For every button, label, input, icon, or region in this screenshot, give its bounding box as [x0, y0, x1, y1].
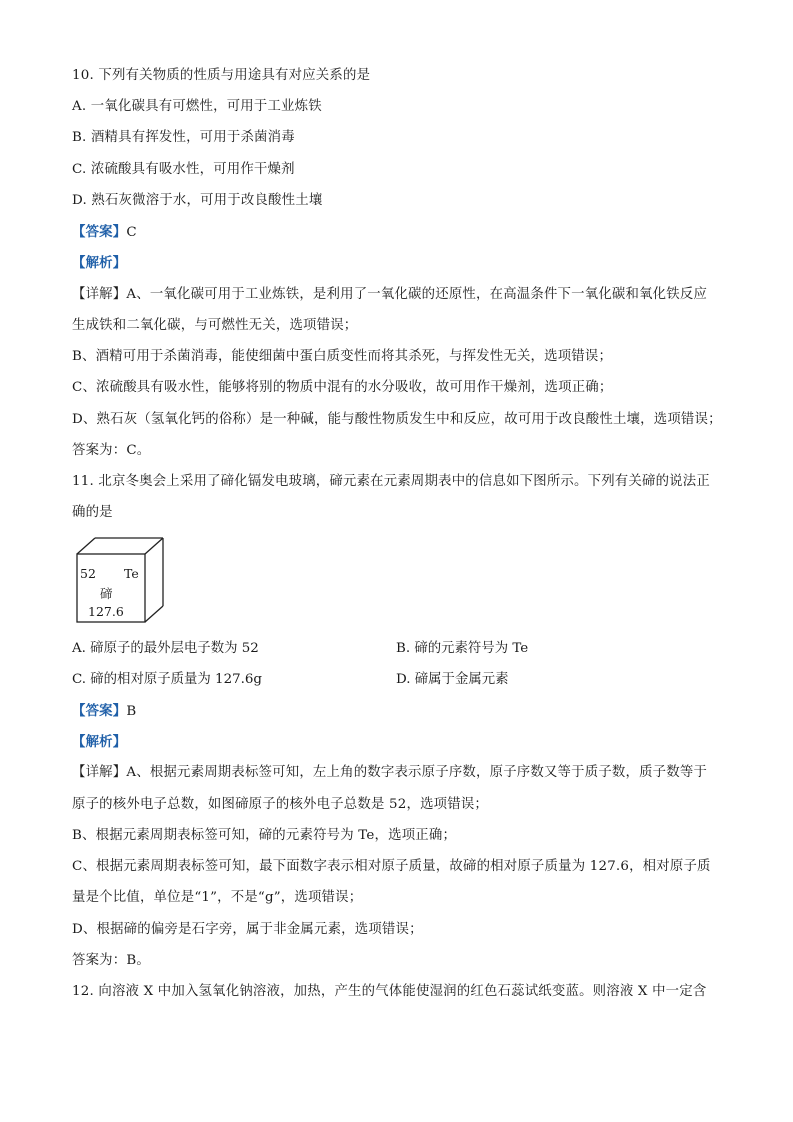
detail-text: A、一氧化碳可用于工业炼铁，是利用了一氧化碳的还原性，在高温条件下一氧化碳和氧化铁反应 [126, 287, 708, 302]
element-atomic-mass: 127.6 [88, 604, 124, 619]
q11-option-d: D. 碲属于金属元素 [396, 672, 509, 687]
q10-analysis-tag: 【解析】 [72, 255, 127, 271]
q10-option-d: D. 熟石灰微溶于水，可用于改良酸性土壤 [72, 193, 323, 208]
q10-option-c: C. 浓硫酸具有吸水性，可用作干燥剂 [72, 162, 295, 177]
q10-detail-line: D、熟石灰（氢氧化钙的俗称）是一种碱，能与酸性物质发生中和反应，故可用于改良酸性土壤，选项错误； [72, 412, 722, 427]
q11-detail-line: D、根据碲的偏旁是石字旁，属于非金属元素，选项错误； [72, 922, 423, 937]
q11-conclusion: 答案为：B。 [72, 953, 150, 968]
q10-conclusion: 答案为：C。 [72, 443, 151, 458]
q11-analysis-tag: 【解析】 [72, 734, 127, 750]
element-card-figure [76, 536, 168, 628]
q11-answer [72, 701, 136, 722]
q11-detail-line: 量是个比值，单位是“1”，不是“g”，选项错误； [72, 890, 363, 905]
q10-detail-line: C、浓硫酸具有吸水性，能够将别的物质中混有的水分吸收，故可用作干燥剂，选项正确； [72, 380, 613, 395]
q10-option-a: A. 一氧化碳具有可燃性，可用于工业炼铁 [72, 99, 322, 114]
element-atomic-number: 52 [80, 566, 96, 581]
element-symbol: Te [124, 566, 139, 581]
answer-tag: 【答案】 [72, 224, 127, 240]
element-name: 碲 [100, 586, 113, 601]
q10-option-b: B. 酒精具有挥发性，可用于杀菌消毒 [72, 130, 295, 145]
q11-detail-line: C、根据元素周期表标签可知，最下面数字表示相对原子质量，故碲的相对原子质量为 127.6，相对原子质 [72, 859, 711, 874]
detail-text: A、根据元素周期表标签可知，左上角的数字表示原子序数，原子序数又等于质子数，质子数等于 [126, 765, 708, 780]
answer-value: C [126, 225, 137, 240]
answer-tag: 【答案】 [72, 703, 127, 719]
q11-option-b: B. 碲的元素符号为 Te [396, 641, 529, 656]
q11-detail-line: 原子的核外电子总数，如图碲原子的核外电子总数是 52，选项错误； [72, 797, 489, 812]
q11-detail-line [72, 763, 707, 783]
q11-stem-line2: 确的是 [72, 505, 113, 520]
q10-answer [72, 222, 137, 243]
q10-detail-line: 生成铁和二氧化碳，与可燃性无关，选项错误； [72, 318, 358, 333]
q10-detail-line: B、酒精可用于杀菌消毒，能使细菌中蛋白质变性而将其杀死，与挥发性无关，选项错误； [72, 349, 613, 364]
q11-option-a: A. 碲原子的最外层电子数为 52 [72, 641, 259, 656]
q11-stem-line1: 11. 北京冬奥会上采用了碲化镉发电玻璃，碲元素在元素周期表中的信息如下图所示。下列有关碲的说法正 [72, 474, 710, 489]
q10-detail-line [72, 285, 707, 305]
q11-option-c: C. 碲的相对原子质量为 127.6g [72, 672, 262, 687]
detail-tag: 【详解】 [72, 287, 127, 302]
q10-stem: 10. 下列有关物质的性质与用途具有对应关系的是 [72, 68, 371, 83]
answer-value: B [126, 704, 137, 719]
q11-detail-line: B、根据元素周期表标签可知，碲的元素符号为 Te，选项正确； [72, 828, 457, 843]
q12-stem: 12. 向溶液 X 中加入氢氧化钠溶液，加热，产生的气体能使湿润的红色石蕊试纸变蓝。则溶液 X 中一定含 [72, 984, 707, 999]
detail-tag: 【详解】 [72, 765, 127, 780]
